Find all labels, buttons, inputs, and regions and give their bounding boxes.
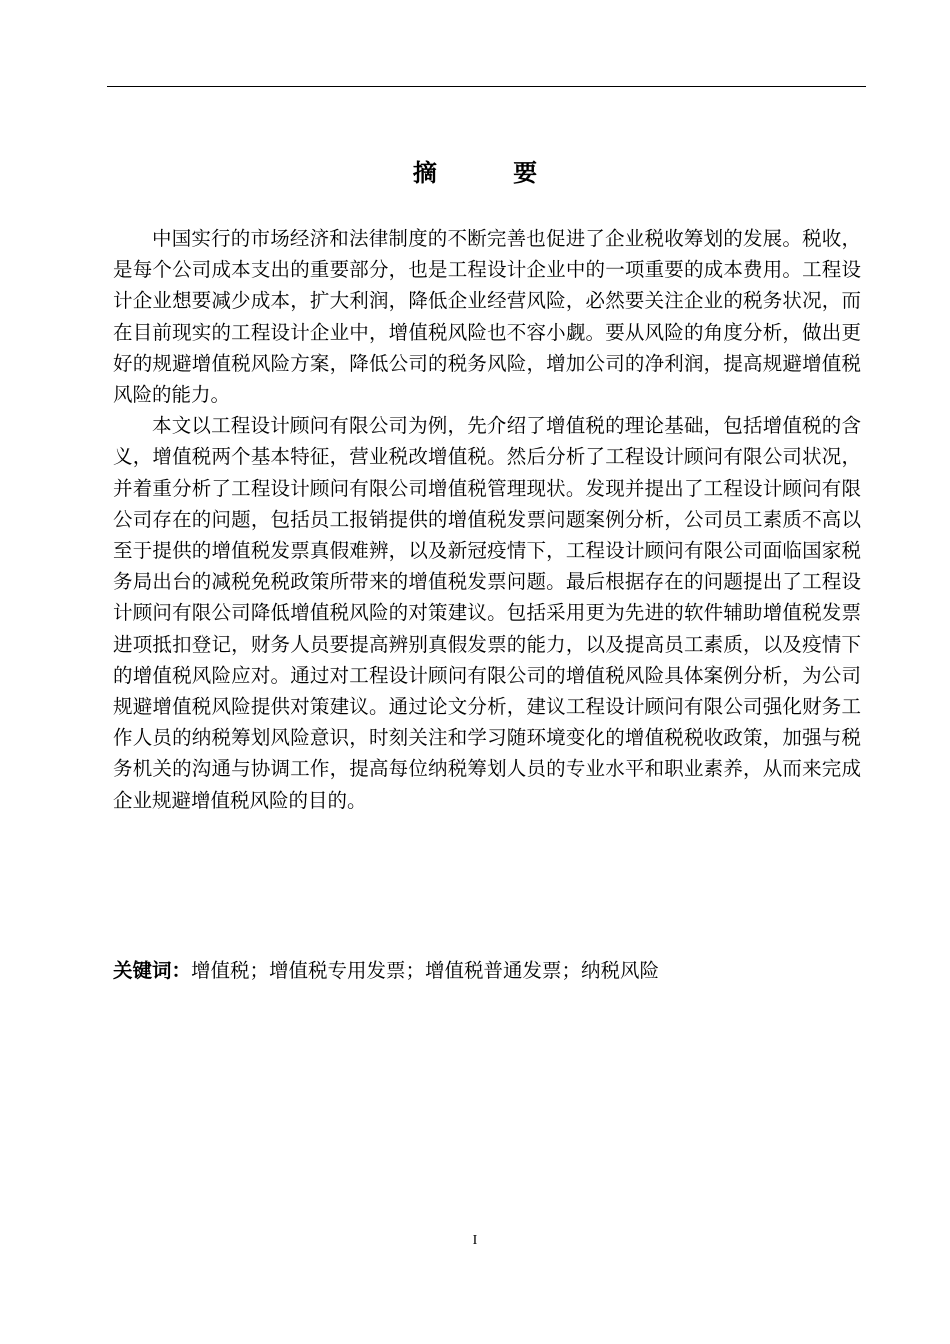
abstract-body xyxy=(113,223,861,816)
keywords-list: 增值税；增值税专用发票；增值税普通发票；纳税风险 xyxy=(191,959,660,982)
abstract-paragraph-1: 中国实行的市场经济和法律制度的不断完善也促进了企业税收筹划的发展。税收，是每个公司成本支出的重要部分，也是工程设计企业中的一项重要的成本费用。工程设计企业想要减少成本，扩大利润，降低企业经营风险，必然要关注企业的税务状况，而在目前现实的工程设计企业中，增值税风险也不容小觑。要从风险的角度分析，做出更好的规避增值税风险方案，降低公司的税务风险，增加公司的净利润，提高规避增值税风险的能力。 xyxy=(113,227,861,407)
keywords-line xyxy=(113,955,861,986)
header-rule xyxy=(107,86,866,87)
page-number: I xyxy=(472,1233,478,1248)
abstract-title: 摘 要 xyxy=(412,159,572,187)
abstract-paragraph-2: 本文以工程设计顾问有限公司为例，先介绍了增值税的理论基础，包括增值税的含义，增值税两个基本特征，营业税改增值税。然后分析了工程设计顾问有限公司状况，并着重分析了工程设计顾问有限公司增值税管理现状。发现并提出了工程设计顾问有限公司存在的问题，包括员工报销提供的增值税发票问题案例分析，公司员工素质不高以至于提供的增值税发票真假难辨，以及新冠疫情下，工程设计顾问有限公司面临国家税务局出台的减税免税政策所带来的增值税发票问题。最后根据存在的问题提出了工程设计顾问有限公司降低增值税风险的对策建议。包括采用更为先进的软件辅助增值税发票进项抵扣登记，财务人员要提高辨别真假发票的能力，以及提高员工素质，以及疫情下的增值税风险应对。通过对工程设计顾问有限公司的增值税风险具体案例分析，为公司规避增值税风险提供对策建议。通过论文分析，建议工程设计顾问有限公司强化财务工作人员的纳税筹划风险意识，时刻关注和学习随环境变化的增值税税收政策，加强与税务机关的沟通与协调工作，提高每位纳税筹划人员的专业水平和职业素养，从而来完成企业规避增值税风险的目的。 xyxy=(113,414,861,812)
keywords-label: 关键词： xyxy=(113,959,192,982)
